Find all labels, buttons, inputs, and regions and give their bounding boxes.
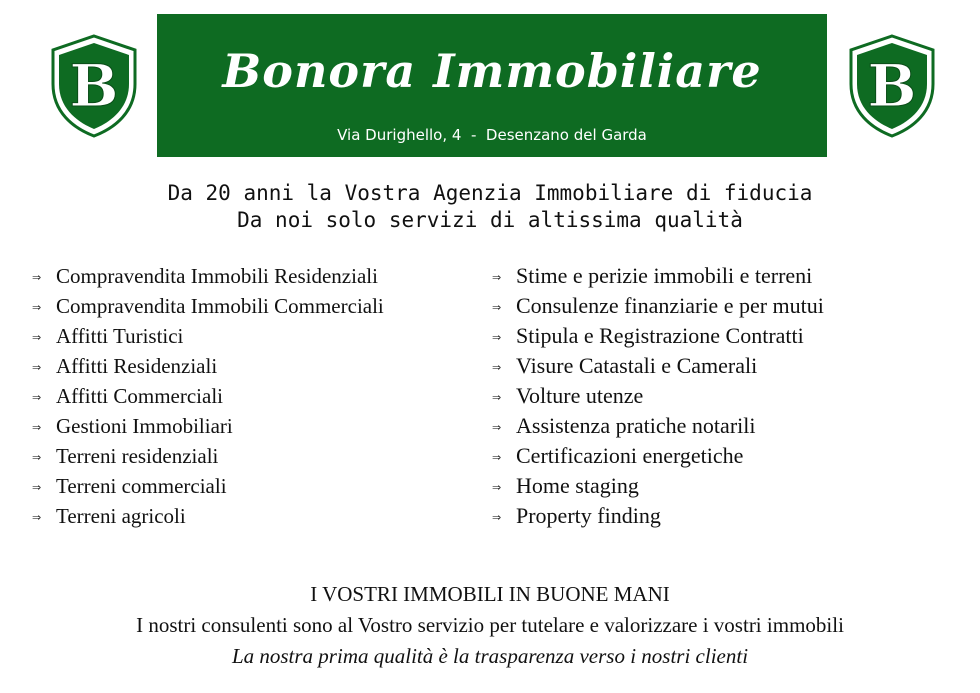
arrow-right-icon: ⇒ [32,271,42,284]
logo-shield-left [49,34,139,138]
closing-line-2: La nostra prima qualità è la trasparenza verso i nostri clienti [231,644,749,668]
arrow-right-icon: ⇒ [32,481,42,494]
header-banner [157,14,827,157]
logo-shield-right [847,34,937,138]
logo-letter: B [867,52,917,120]
closing-headline: I VOSTRI IMMOBILI IN BUONE MANI [310,582,670,606]
arrow-right-icon: ⇒ [492,391,502,404]
arrow-right-icon: ⇒ [32,391,42,404]
tagline-1: Da 20 anni la Vostra Agenzia Immobiliare di fiducia [167,181,813,205]
arrow-right-icon: ⇒ [492,481,502,494]
arrow-right-icon: ⇒ [492,331,502,344]
brand-name: Bonora Immobiliare [222,44,762,98]
arrow-right-icon: ⇒ [32,421,42,434]
arrow-right-icon: ⇒ [32,331,42,344]
arrow-right-icon: ⇒ [32,361,42,374]
arrow-right-icon: ⇒ [32,301,42,314]
arrow-right-icon: ⇒ [492,511,502,524]
logo-letter: B [69,52,119,120]
arrow-right-icon: ⇒ [492,301,502,314]
arrow-right-icon: ⇒ [492,451,502,464]
address: Via Durighello, 4 - Desenzano del Garda [337,126,647,144]
arrow-right-icon: ⇒ [492,361,502,374]
arrow-right-icon: ⇒ [32,511,42,524]
arrow-right-icon: ⇒ [492,421,502,434]
tagline-2: Da noi solo servizi di altissima qualità [237,208,743,232]
arrow-right-icon: ⇒ [32,451,42,464]
closing-line-1: I nostri consulenti sono al Vostro servizio per tutelare e valorizzare i vostri immobili [136,613,844,637]
arrow-right-icon: ⇒ [492,271,502,284]
